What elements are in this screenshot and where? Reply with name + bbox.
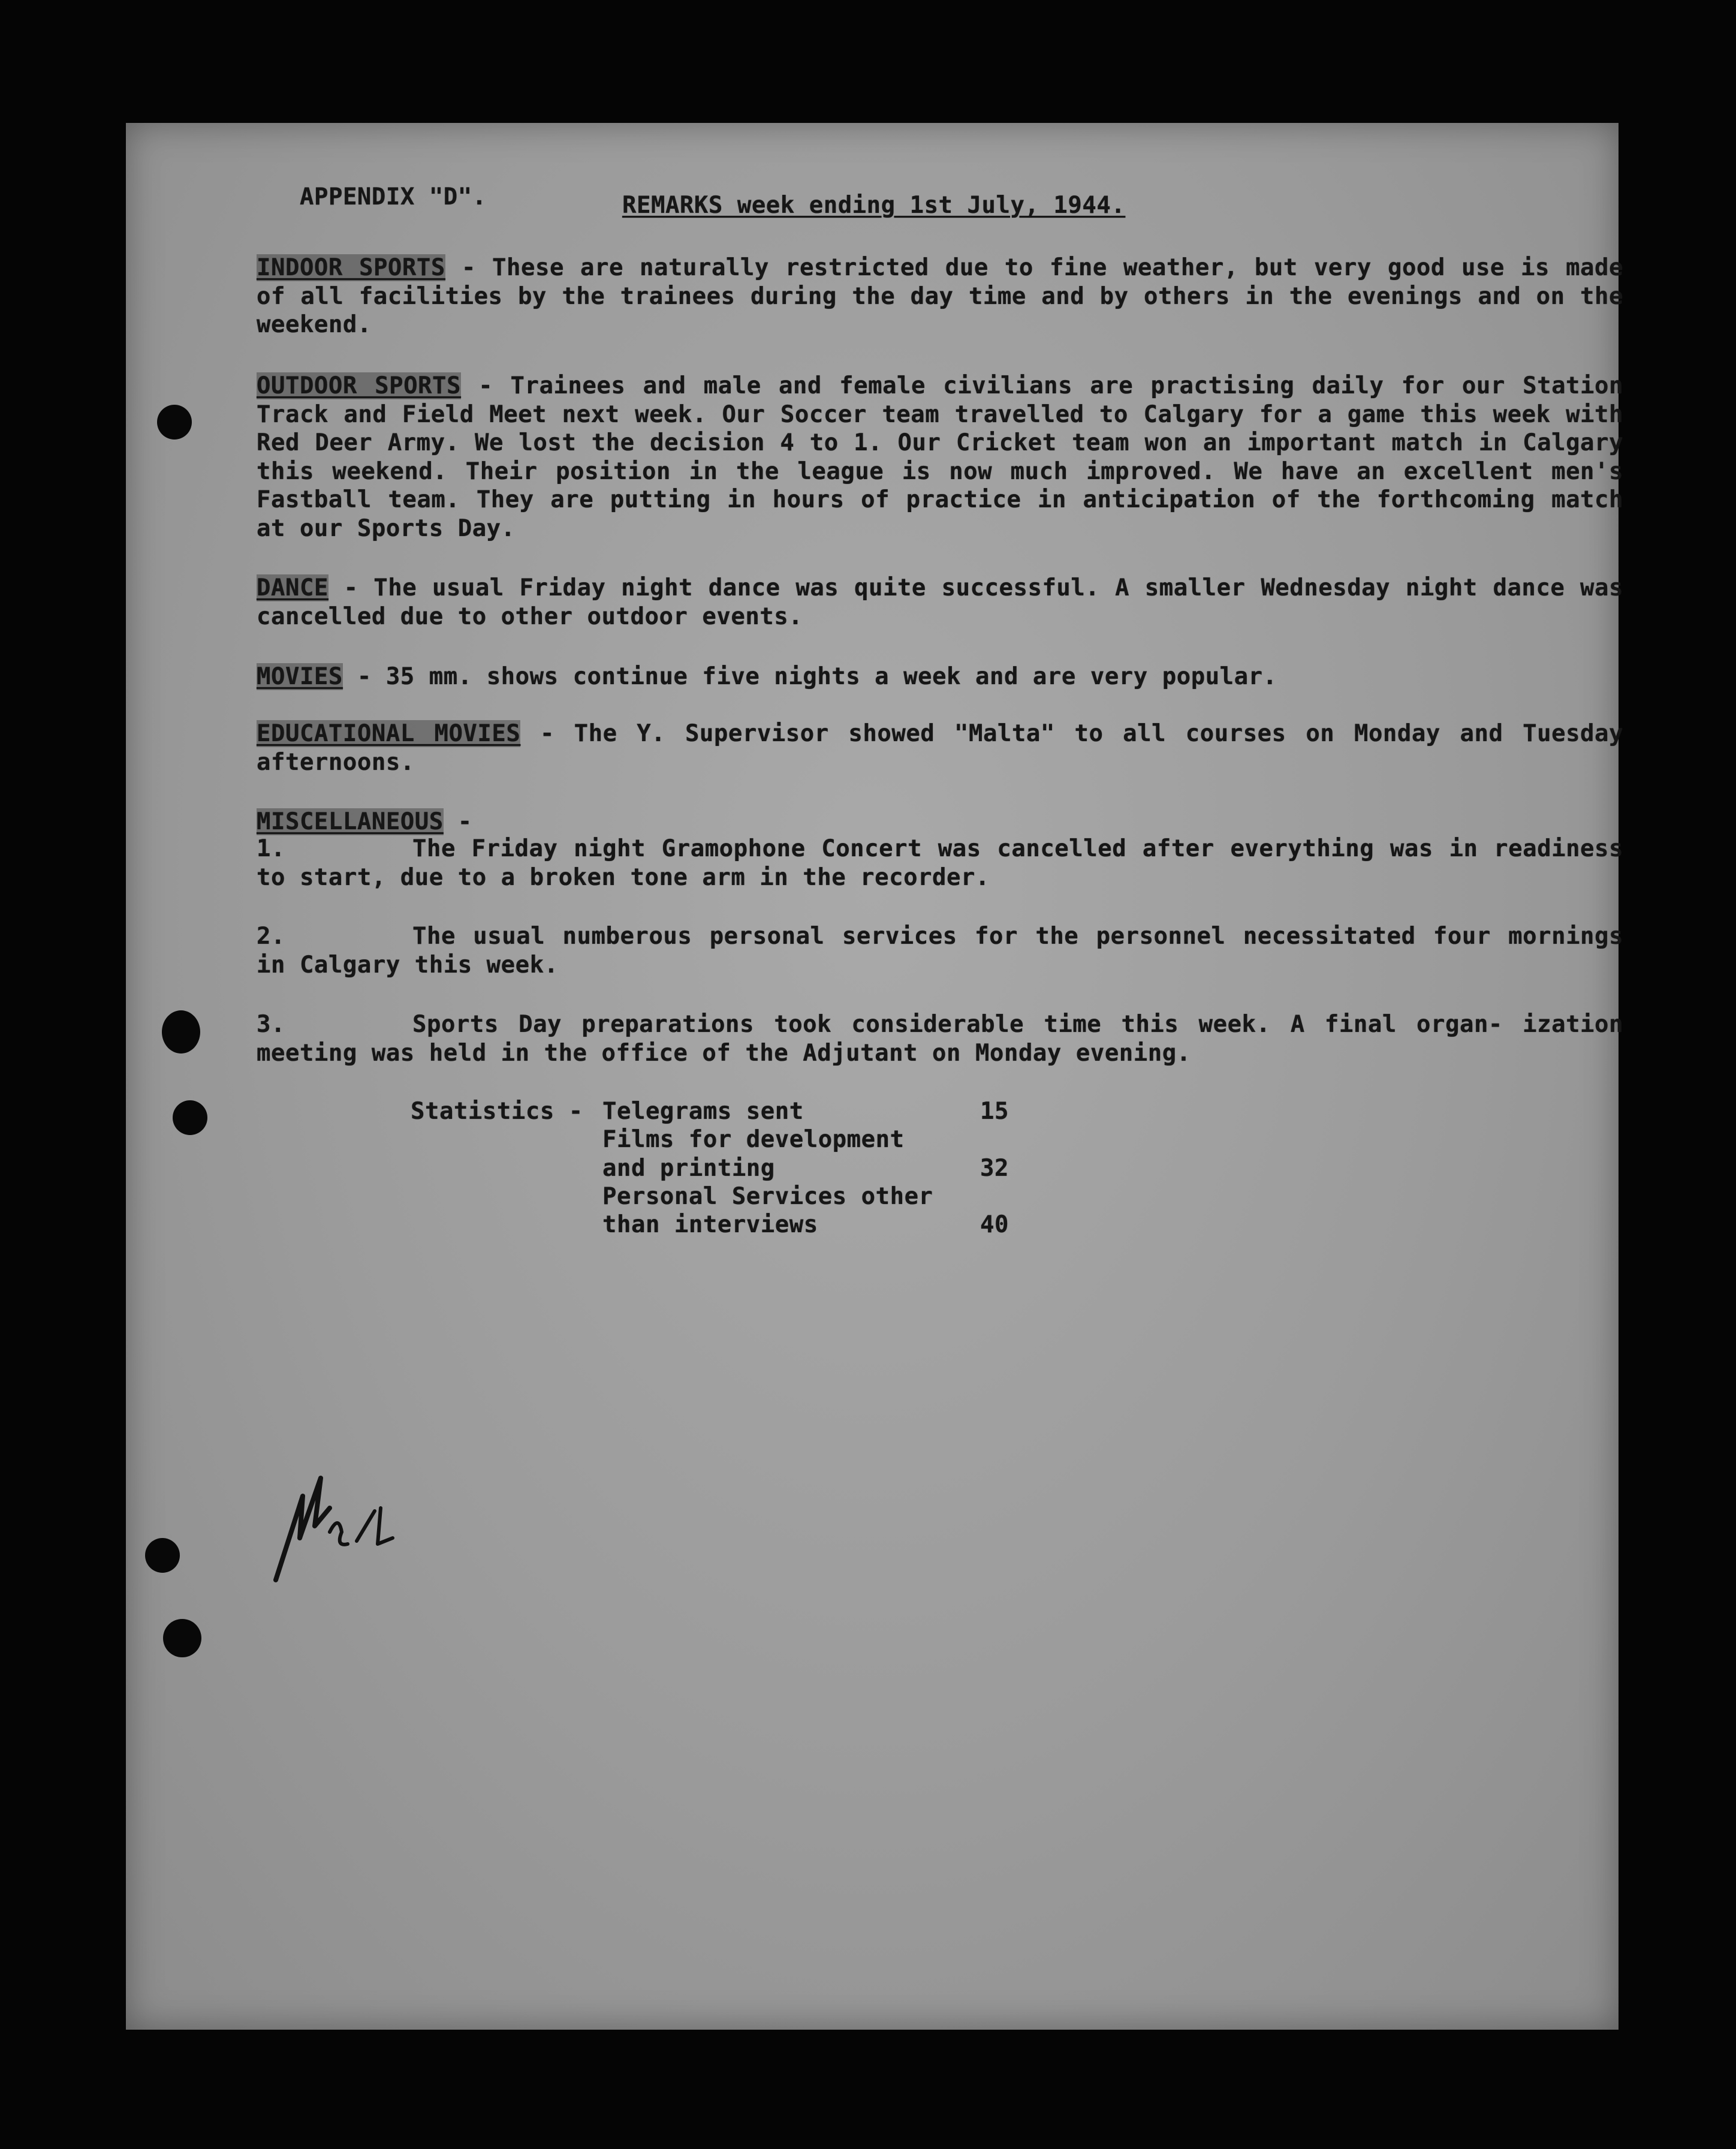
misc-item-number: 1.	[257, 835, 285, 862]
remarks-title: REMARKS week ending 1st July, 1944.	[622, 192, 1126, 219]
statistics-value: 32	[980, 1155, 1009, 1182]
misc-item-text: Sports Day preparations took considerable time this week. A final organ- ization meeting was held in the office of the Adjutant on Monday evening.	[257, 1011, 1623, 1067]
educational-movies-heading: EDUCATIONAL MOVIES	[257, 720, 521, 747]
punch-hole	[173, 1100, 207, 1135]
statistics-value: 40	[980, 1211, 1009, 1238]
movies-heading: MOVIES	[257, 663, 343, 690]
miscellaneous-heading: MISCELLANEOUS	[257, 808, 444, 835]
dance-paragraph	[257, 574, 1623, 631]
misc-item-number: 2.	[257, 923, 285, 950]
punch-hole	[162, 1010, 200, 1054]
statistics-item: Personal Services other	[602, 1183, 933, 1210]
movies-text: - 35 mm. shows continue five nights a week and are very popular.	[342, 663, 1277, 690]
statistics-label: Statistics -	[411, 1098, 583, 1125]
handwritten-signature	[258, 1442, 408, 1598]
punch-hole	[157, 405, 192, 440]
misc-item-number: 3.	[257, 1011, 285, 1038]
educational-movies-paragraph	[257, 720, 1623, 776]
dance-text: - The usual Friday night dance was quite successful. A smaller Wednesday night dance was cancelled due to other outdoor events.	[257, 574, 1623, 630]
misc-item-text: The usual numberous personal services for the personnel necessitated four mornings in Calgary this week.	[257, 923, 1623, 979]
appendix-label: APPENDIX "D".	[300, 183, 487, 210]
indoor-sports-text: - These are naturally restricted due to fine weather, but very good use is made of all facilities by the trainees during the day time and by others in the evenings and on the weekend.	[257, 254, 1623, 338]
outdoor-sports-heading: OUTDOOR SPORTS	[257, 372, 461, 399]
punch-hole	[163, 1619, 201, 1657]
educational-movies-text: - The Y. Supervisor showed "Malta" to all courses on Monday and Tuesday afternoons.	[257, 720, 1623, 776]
miscellaneous-suffix: -	[443, 808, 472, 835]
movies-paragraph	[257, 663, 1623, 691]
miscellaneous-heading-line	[257, 808, 472, 836]
statistics-item: than interviews	[602, 1211, 818, 1238]
statistics-item: Telegrams sent	[602, 1098, 804, 1125]
outdoor-sports-text: - Trainees and male and female civilians are practising daily for our Station Track and Field Meet next week. Our Soccer team travelled to Calgary for a game this week with Red Deer Army. We lost the decision 4 to 1. Our Cricket team won an important match in Calgary this weekend. Their position in the league is now much improved. We have an excellent men's Fastball team. They are putting in hours of practice in anticipation of the forthcoming match at our Sports Day.	[257, 372, 1623, 542]
document-page	[126, 123, 1623, 2030]
dance-heading: DANCE	[257, 574, 328, 601]
indoor-sports-paragraph	[257, 254, 1623, 339]
statistics-item: Films for development	[602, 1126, 905, 1153]
statistics-item: and printing	[602, 1155, 775, 1182]
indoor-sports-heading: INDOOR SPORTS	[257, 254, 445, 281]
statistics-value: 15	[980, 1098, 1009, 1125]
punch-hole	[145, 1538, 180, 1573]
misc-item-text: The Friday night Gramophone Concert was cancelled after everything was in readiness to start, due to a broken tone arm in the recorder.	[257, 835, 1623, 891]
outdoor-sports-paragraph	[257, 372, 1623, 543]
